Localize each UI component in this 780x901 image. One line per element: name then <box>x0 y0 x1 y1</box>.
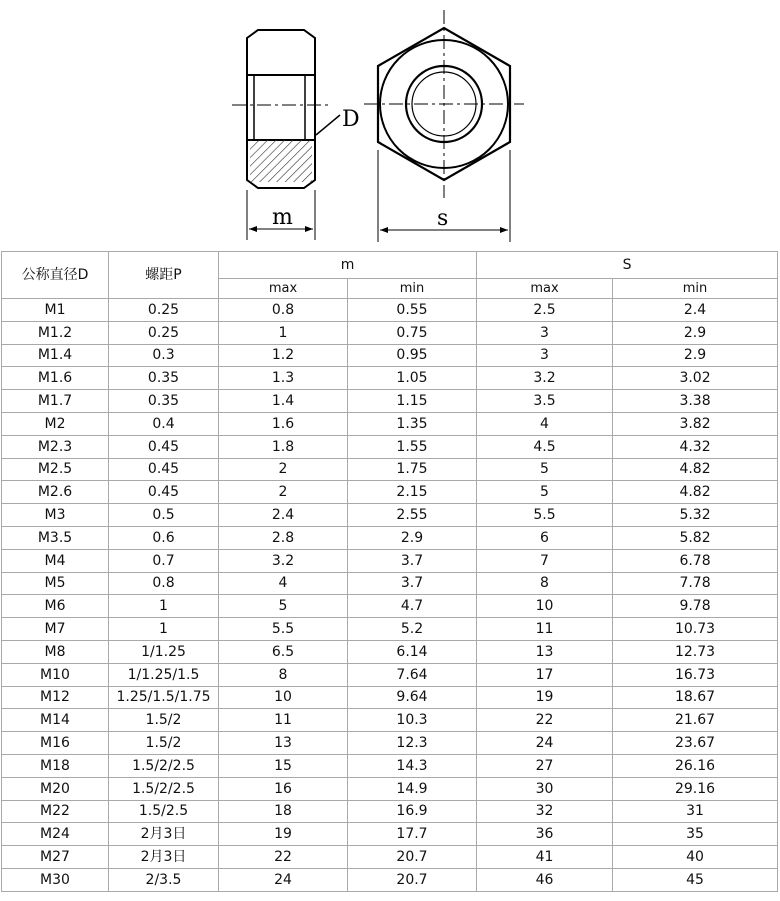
cell-m-min: 12.3 <box>348 732 477 755</box>
cell-pitch: 1 <box>109 595 219 618</box>
cell-diameter: M4 <box>2 549 109 572</box>
cell-s-min: 5.32 <box>613 504 778 527</box>
cell-m-min: 10.3 <box>348 709 477 732</box>
table-row <box>2 754 778 777</box>
table-row <box>2 868 778 891</box>
cell-m-max: 1.4 <box>219 390 348 413</box>
cell-diameter: M20 <box>2 777 109 800</box>
cell-diameter: M12 <box>2 686 109 709</box>
table-row <box>2 686 778 709</box>
cell-m-min: 16.9 <box>348 800 477 823</box>
table-row <box>2 390 778 413</box>
cell-m-max: 2 <box>219 481 348 504</box>
cell-s-max: 13 <box>477 640 613 663</box>
cell-m-max: 1 <box>219 321 348 344</box>
cell-pitch: 0.35 <box>109 367 219 390</box>
header-diameter: 公称直径D <box>2 252 109 299</box>
cell-m-max: 2.4 <box>219 504 348 527</box>
cell-m-min: 5.2 <box>348 618 477 641</box>
table-row <box>2 800 778 823</box>
cell-pitch: 0.45 <box>109 458 219 481</box>
cell-diameter: M22 <box>2 800 109 823</box>
cell-m-max: 15 <box>219 754 348 777</box>
cell-pitch: 0.6 <box>109 526 219 549</box>
cell-s-max: 41 <box>477 846 613 869</box>
label-m: m <box>272 205 293 230</box>
cell-s-min: 40 <box>613 846 778 869</box>
cell-pitch: 1.5/2.5 <box>109 800 219 823</box>
cell-diameter: M14 <box>2 709 109 732</box>
cell-m-min: 20.7 <box>348 846 477 869</box>
table-row <box>2 367 778 390</box>
cell-s-min: 21.67 <box>613 709 778 732</box>
cell-s-min: 4.32 <box>613 435 778 458</box>
cell-pitch: 0.25 <box>109 299 219 322</box>
cell-s-max: 5 <box>477 458 613 481</box>
cell-pitch: 1.25/1.5/1.75 <box>109 686 219 709</box>
cell-diameter: M3 <box>2 504 109 527</box>
cell-s-max: 24 <box>477 732 613 755</box>
cell-pitch: 1 <box>109 618 219 641</box>
cell-m-min: 0.95 <box>348 344 477 367</box>
cell-m-max: 5.5 <box>219 618 348 641</box>
cell-m-max: 1.6 <box>219 412 348 435</box>
cell-m-min: 0.55 <box>348 299 477 322</box>
cell-s-min: 35 <box>613 823 778 846</box>
cell-pitch: 0.5 <box>109 504 219 527</box>
cell-s-min: 2.9 <box>613 344 778 367</box>
table-row <box>2 435 778 458</box>
cell-pitch: 1.5/2 <box>109 709 219 732</box>
cell-s-max: 3 <box>477 344 613 367</box>
cell-s-max: 27 <box>477 754 613 777</box>
cell-s-min: 26.16 <box>613 754 778 777</box>
cell-diameter: M18 <box>2 754 109 777</box>
cell-m-max: 1.3 <box>219 367 348 390</box>
cell-m-max: 1.8 <box>219 435 348 458</box>
cell-s-min: 6.78 <box>613 549 778 572</box>
cell-diameter: M3.5 <box>2 526 109 549</box>
cell-pitch: 1.5/2/2.5 <box>109 777 219 800</box>
cell-s-max: 3 <box>477 321 613 344</box>
cell-m-max: 13 <box>219 732 348 755</box>
cell-m-min: 7.64 <box>348 663 477 686</box>
cell-diameter: M16 <box>2 732 109 755</box>
cell-s-min: 3.82 <box>613 412 778 435</box>
cell-m-min: 20.7 <box>348 868 477 891</box>
cell-s-min: 31 <box>613 800 778 823</box>
cell-s-max: 46 <box>477 868 613 891</box>
cell-s-max: 22 <box>477 709 613 732</box>
cell-s-min: 4.82 <box>613 458 778 481</box>
table-row <box>2 777 778 800</box>
table-row <box>2 709 778 732</box>
header-pitch: 螺距P <box>109 252 219 299</box>
cell-m-min: 6.14 <box>348 640 477 663</box>
cell-s-min: 45 <box>613 868 778 891</box>
header-s-max: max <box>477 279 613 299</box>
cell-s-min: 12.73 <box>613 640 778 663</box>
hex-nut-technical-drawing <box>0 0 780 250</box>
cell-s-max: 8 <box>477 572 613 595</box>
cell-m-max: 19 <box>219 823 348 846</box>
cell-m-min: 14.3 <box>348 754 477 777</box>
table-row <box>2 549 778 572</box>
table-row <box>2 321 778 344</box>
cell-m-max: 6.5 <box>219 640 348 663</box>
table-row <box>2 732 778 755</box>
cell-diameter: M2.5 <box>2 458 109 481</box>
cell-pitch: 0.35 <box>109 390 219 413</box>
cell-diameter: M1.2 <box>2 321 109 344</box>
cell-s-max: 36 <box>477 823 613 846</box>
cell-m-max: 16 <box>219 777 348 800</box>
cell-m-max: 10 <box>219 686 348 709</box>
header-s: S <box>477 252 778 279</box>
table-row <box>2 663 778 686</box>
cell-s-max: 3.5 <box>477 390 613 413</box>
cell-pitch: 0.45 <box>109 435 219 458</box>
nut-dimension-table <box>1 251 778 892</box>
cell-pitch: 0.8 <box>109 572 219 595</box>
cell-m-max: 3.2 <box>219 549 348 572</box>
cell-m-min: 17.7 <box>348 823 477 846</box>
table-row <box>2 846 778 869</box>
table-row <box>2 299 778 322</box>
cell-m-max: 22 <box>219 846 348 869</box>
table-row <box>2 618 778 641</box>
cell-m-min: 1.15 <box>348 390 477 413</box>
cell-s-max: 19 <box>477 686 613 709</box>
label-s: s <box>437 206 449 231</box>
table-row <box>2 481 778 504</box>
cell-diameter: M30 <box>2 868 109 891</box>
table-row <box>2 344 778 367</box>
cell-pitch: 2/3.5 <box>109 868 219 891</box>
cell-diameter: M27 <box>2 846 109 869</box>
table-row <box>2 526 778 549</box>
header-m-min: min <box>348 279 477 299</box>
cell-s-min: 3.38 <box>613 390 778 413</box>
header-m-max: max <box>219 279 348 299</box>
cell-pitch: 1.5/2/2.5 <box>109 754 219 777</box>
cell-m-max: 5 <box>219 595 348 618</box>
cell-pitch: 0.4 <box>109 412 219 435</box>
table-row <box>2 458 778 481</box>
cell-s-max: 10 <box>477 595 613 618</box>
cell-s-min: 9.78 <box>613 595 778 618</box>
cell-s-max: 6 <box>477 526 613 549</box>
cell-m-min: 2.9 <box>348 526 477 549</box>
cell-m-min: 1.55 <box>348 435 477 458</box>
cell-m-max: 18 <box>219 800 348 823</box>
cell-s-max: 32 <box>477 800 613 823</box>
cell-s-max: 17 <box>477 663 613 686</box>
cell-s-min: 3.02 <box>613 367 778 390</box>
table-row <box>2 823 778 846</box>
cell-m-max: 11 <box>219 709 348 732</box>
cell-m-max: 8 <box>219 663 348 686</box>
cell-s-max: 3.2 <box>477 367 613 390</box>
table-row <box>2 640 778 663</box>
cell-m-min: 14.9 <box>348 777 477 800</box>
cell-diameter: M1.7 <box>2 390 109 413</box>
cell-s-min: 4.82 <box>613 481 778 504</box>
cell-s-min: 10.73 <box>613 618 778 641</box>
cell-m-max: 2 <box>219 458 348 481</box>
cell-diameter: M24 <box>2 823 109 846</box>
cell-m-min: 3.7 <box>348 549 477 572</box>
cell-pitch: 0.7 <box>109 549 219 572</box>
cell-diameter: M2.3 <box>2 435 109 458</box>
cell-diameter: M10 <box>2 663 109 686</box>
cell-pitch: 0.25 <box>109 321 219 344</box>
cell-s-max: 5.5 <box>477 504 613 527</box>
cell-m-max: 2.8 <box>219 526 348 549</box>
cell-m-min: 3.7 <box>348 572 477 595</box>
cell-s-min: 23.67 <box>613 732 778 755</box>
cell-s-min: 2.9 <box>613 321 778 344</box>
cell-pitch: 1/1.25 <box>109 640 219 663</box>
cell-diameter: M1 <box>2 299 109 322</box>
cell-diameter: M8 <box>2 640 109 663</box>
cell-m-max: 24 <box>219 868 348 891</box>
cell-diameter: M2 <box>2 412 109 435</box>
cell-m-max: 4 <box>219 572 348 595</box>
header-m: m <box>219 252 477 279</box>
cell-pitch: 1/1.25/1.5 <box>109 663 219 686</box>
cell-s-max: 11 <box>477 618 613 641</box>
cell-s-min: 7.78 <box>613 572 778 595</box>
thread-hatch <box>250 140 312 182</box>
cell-s-max: 4.5 <box>477 435 613 458</box>
table-body <box>2 299 778 892</box>
cell-m-min: 0.75 <box>348 321 477 344</box>
cell-m-max: 1.2 <box>219 344 348 367</box>
cell-s-min: 18.67 <box>613 686 778 709</box>
cell-diameter: M6 <box>2 595 109 618</box>
cell-m-min: 2.55 <box>348 504 477 527</box>
header-s-min: min <box>613 279 778 299</box>
cell-s-min: 2.4 <box>613 299 778 322</box>
cell-m-min: 9.64 <box>348 686 477 709</box>
cell-s-max: 2.5 <box>477 299 613 322</box>
cell-s-min: 29.16 <box>613 777 778 800</box>
cell-m-min: 2.15 <box>348 481 477 504</box>
cell-m-min: 4.7 <box>348 595 477 618</box>
cell-pitch: 2月3日 <box>109 823 219 846</box>
cell-diameter: M1.6 <box>2 367 109 390</box>
cell-s-max: 4 <box>477 412 613 435</box>
cell-m-min: 1.05 <box>348 367 477 390</box>
cell-s-max: 30 <box>477 777 613 800</box>
cell-diameter: M7 <box>2 618 109 641</box>
cell-s-max: 5 <box>477 481 613 504</box>
cell-pitch: 1.5/2 <box>109 732 219 755</box>
cell-diameter: M5 <box>2 572 109 595</box>
cell-m-max: 0.8 <box>219 299 348 322</box>
cell-diameter: M1.4 <box>2 344 109 367</box>
cell-s-min: 5.82 <box>613 526 778 549</box>
cell-s-min: 16.73 <box>613 663 778 686</box>
cell-diameter: M2.6 <box>2 481 109 504</box>
cell-m-min: 1.35 <box>348 412 477 435</box>
cell-m-min: 1.75 <box>348 458 477 481</box>
cell-pitch: 0.45 <box>109 481 219 504</box>
table-row <box>2 412 778 435</box>
cell-pitch: 2月3日 <box>109 846 219 869</box>
label-d: D <box>342 107 360 132</box>
cell-pitch: 0.3 <box>109 344 219 367</box>
table-row <box>2 504 778 527</box>
table-row <box>2 572 778 595</box>
cell-s-max: 7 <box>477 549 613 572</box>
table-row <box>2 595 778 618</box>
